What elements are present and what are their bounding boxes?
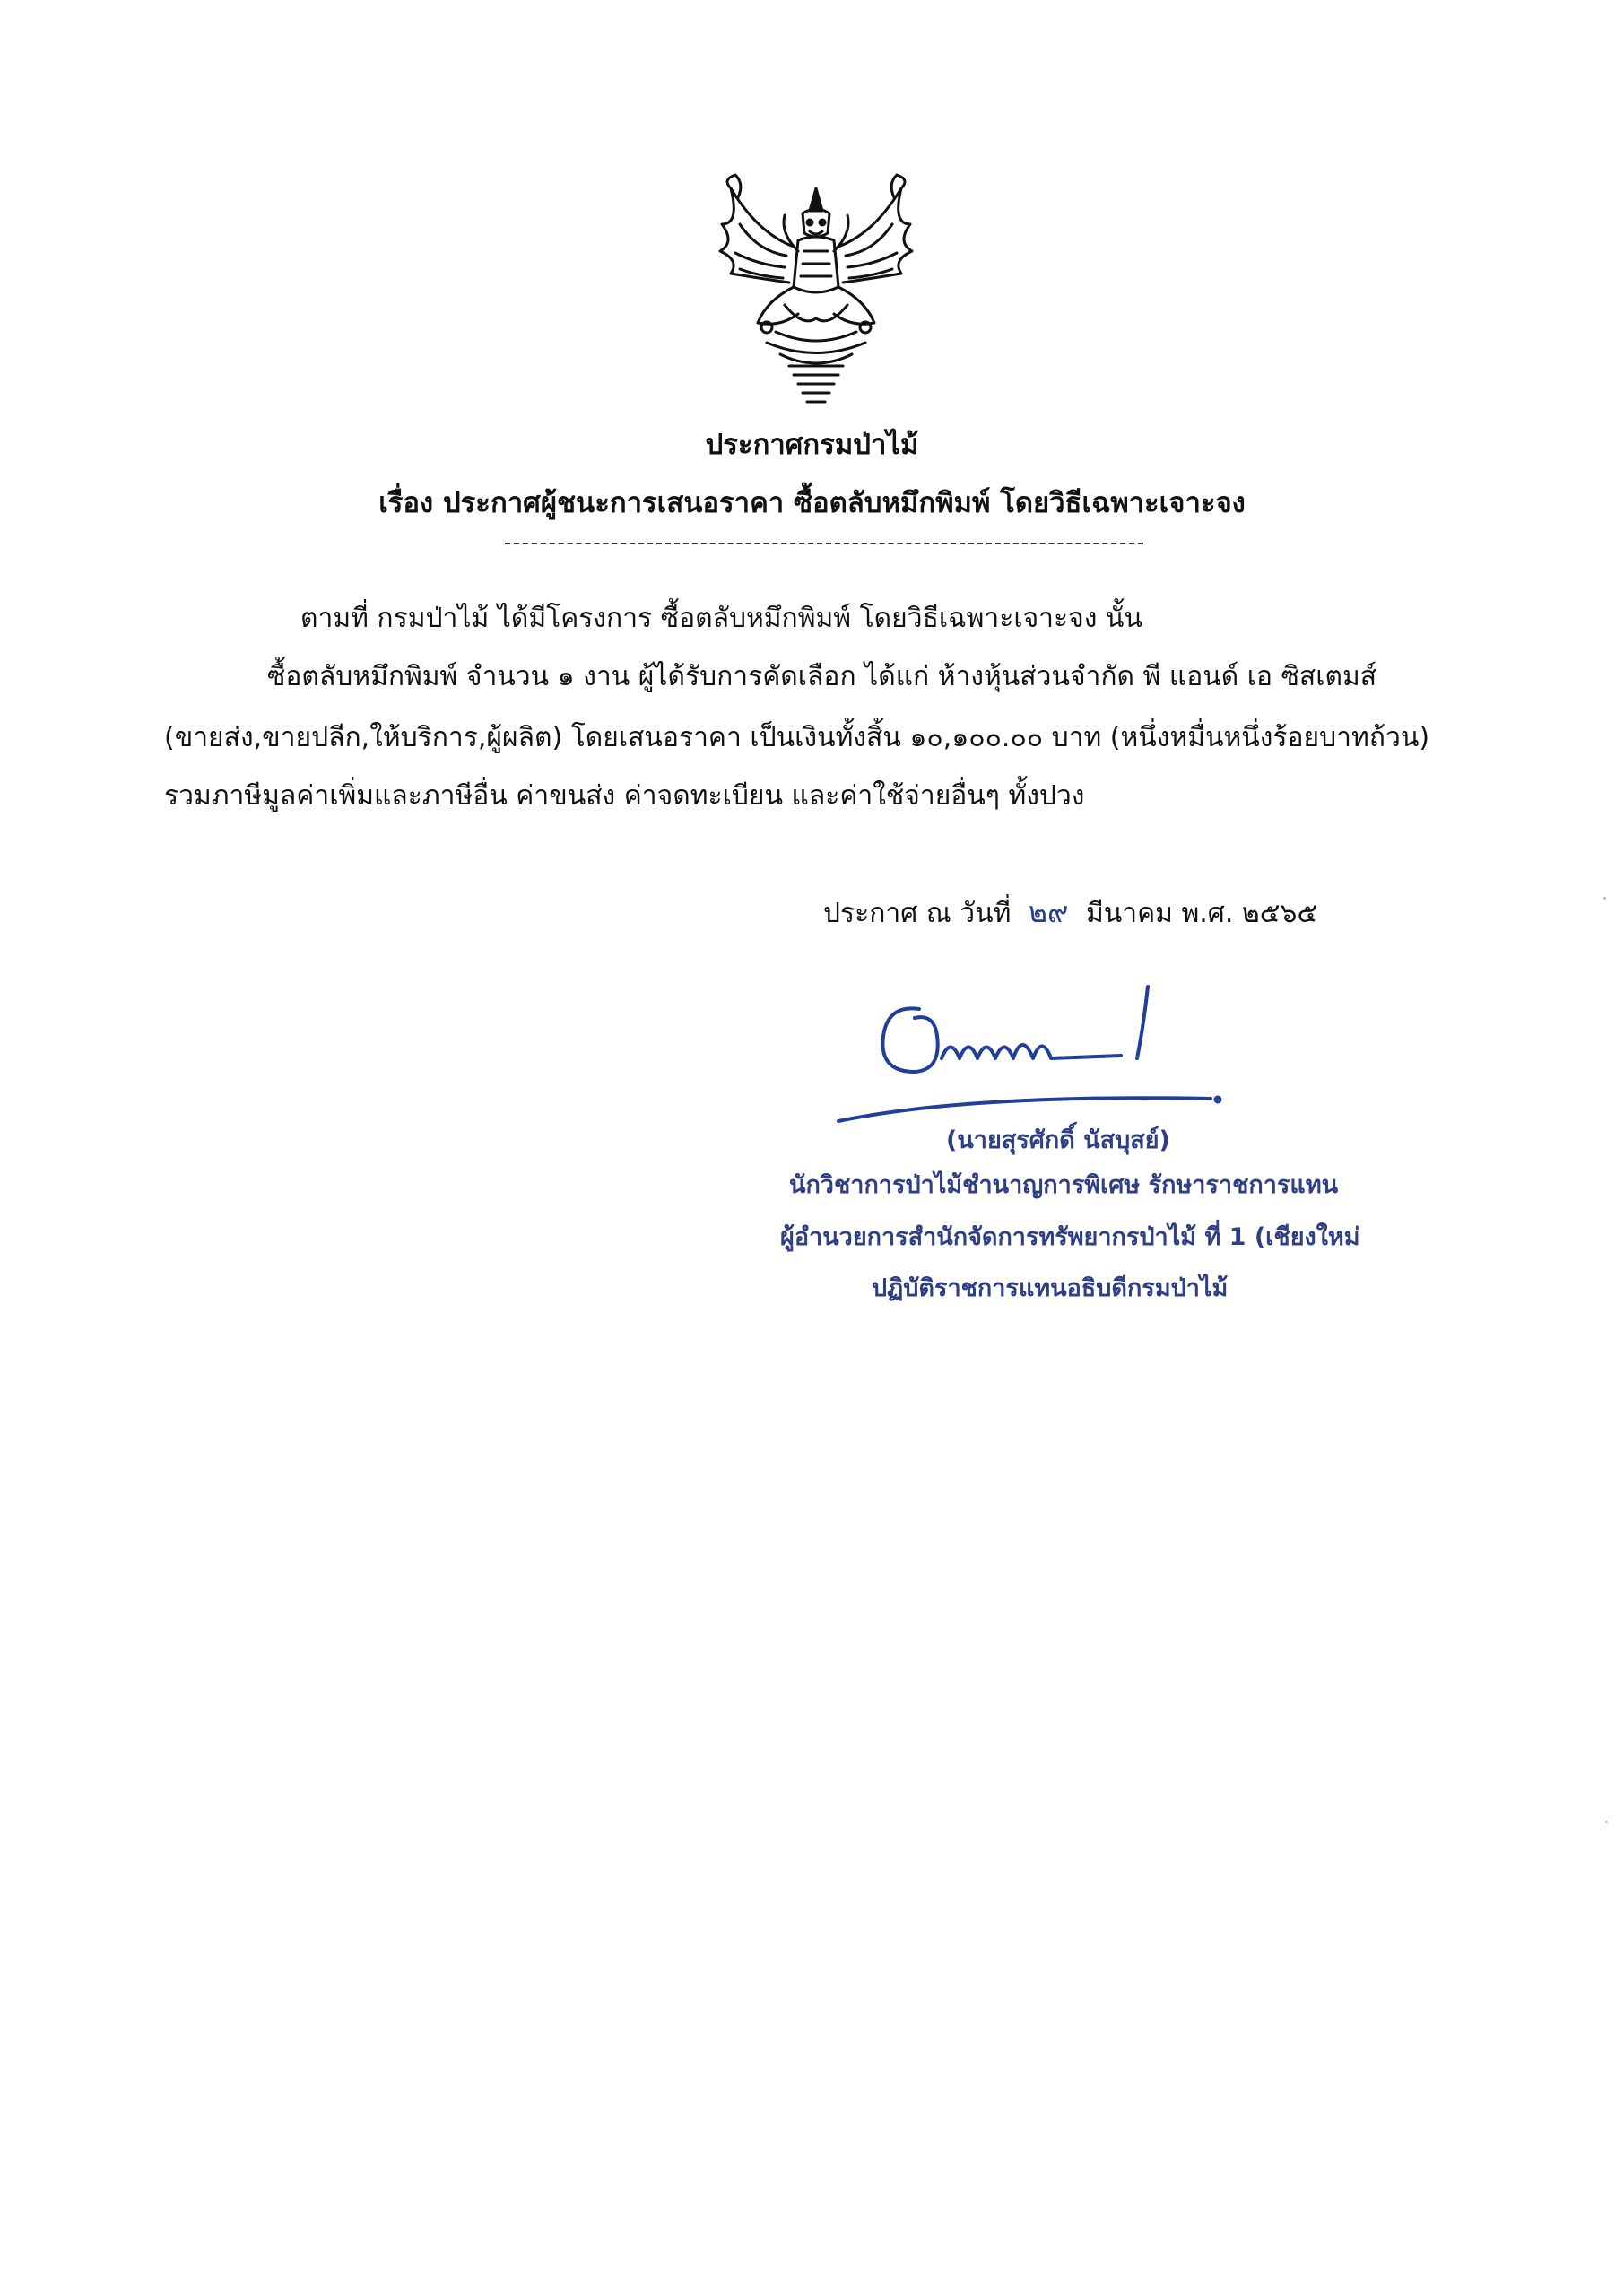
scan-speck: [1603, 897, 1606, 900]
signer-name: (นายสุรศักดิ์ นัสบุสย์): [946, 1126, 1170, 1154]
date-day-handwritten: ๒๙: [1028, 895, 1069, 929]
separator-rule: [505, 543, 1143, 544]
body-line-2: ซื้อตลับหมึกพิมพ์ จำนวน ๑ งาน ผู้ได้รับการคัดเลือก ได้แก่ ห้างหุ้นส่วนจำกัด พี แอนด์ เอ ซิสเตมส์: [267, 661, 1377, 692]
body-line-3: (ขายส่ง,ขายปลีก,ให้บริการ,ผู้ผลิต) โดยเสนอราคา เป็นเงินทั้งสิ้น ๑๐,๑๐๐.๐๐ บาท (หนึ่งหมื่นหนึ่งร้อยบาทถ้วน): [164, 722, 1430, 753]
document-subject: เรื่อง ประกาศผู้ชนะการเสนอราคา ซื้อตลับหมึกพิมพ์ โดยวิธีเฉพาะเจาะจง: [378, 487, 1246, 519]
handwritten-signature-icon: [834, 973, 1264, 1130]
scan-speck: [1605, 1821, 1608, 1823]
signer-position-3: ปฏิบัติราชการแทนอธิบดีกรมป่าไม้: [872, 1274, 1229, 1302]
garuda-emblem-icon: [704, 170, 928, 413]
date-prefix: ประกาศ ณ วันที่: [823, 898, 1012, 929]
body-line-1: ตามที่ กรมป่าไม้ ได้มีโครงการ ซื้อตลับหมึกพิมพ์ โดยวิธีเฉพาะเจาะจง นั้น: [300, 603, 1142, 634]
signer-position-2: ผู้อำนวยการสำนักจัดการทรัพยากรป่าไม้ ที่ 1 (เชียงใหม่: [780, 1223, 1360, 1251]
body-line-4: รวมภาษีมูลค่าเพิ่มและภาษีอื่น ค่าขนส่ง ค่าจดทะเบียน และค่าใช้จ่ายอื่นๆ ทั้งปวง: [164, 780, 1085, 812]
document-org-title: ประกาศกรมป่าไม้: [705, 429, 919, 461]
signer-position-1: นักวิชาการป่าไม้ชำนาญการพิเศษ รักษาราชการแทน: [789, 1171, 1339, 1199]
announcement-date: [823, 894, 1317, 932]
date-month-year: มีนาคม พ.ศ. ๒๕๖๕: [1085, 898, 1318, 929]
